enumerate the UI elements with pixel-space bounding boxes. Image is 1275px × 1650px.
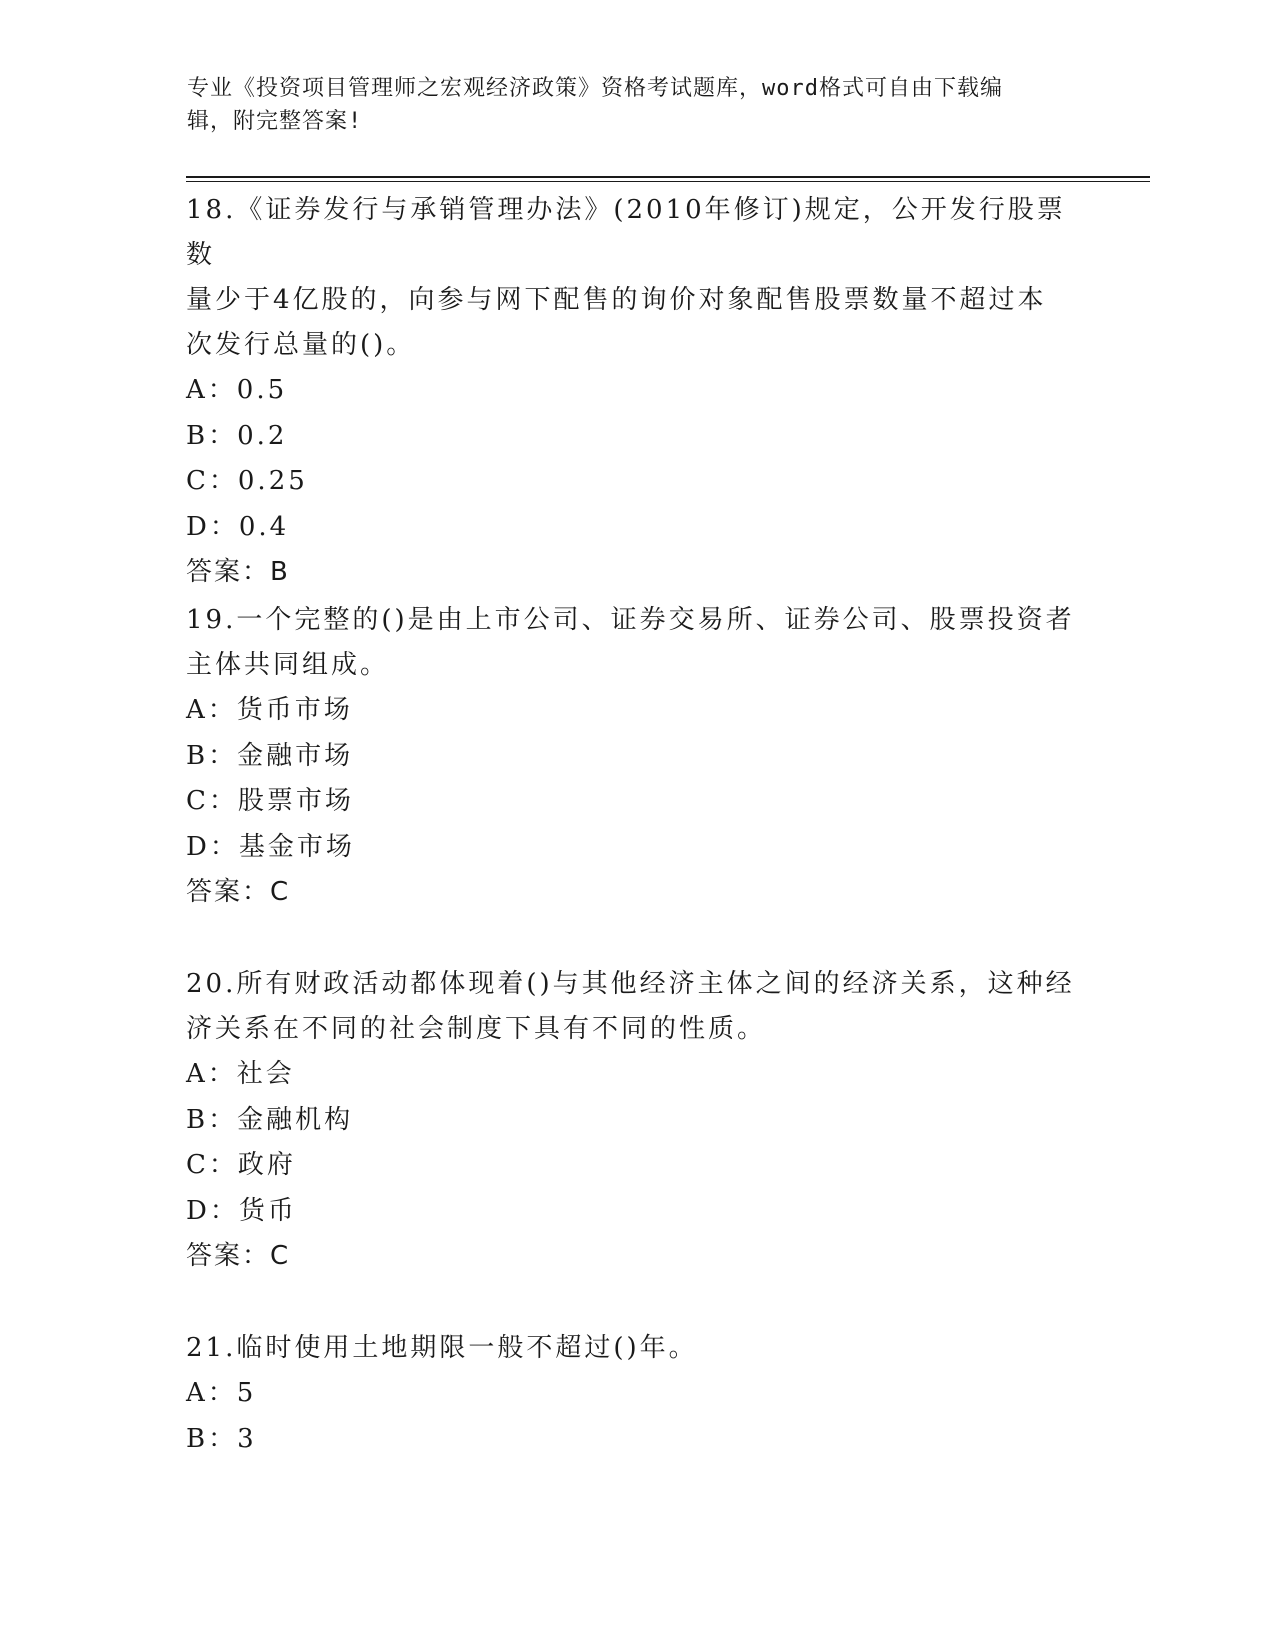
question-stem-line: 20.所有财政活动都体现着()与其他经济主体之间的经济关系，这种经 <box>186 969 1075 999</box>
option-a: A：0.5 <box>186 375 288 405</box>
question-20 <box>186 962 1086 1279</box>
question-stem-line: 主体共同组成。 <box>186 650 390 680</box>
answer-line: 答案：C <box>186 877 291 907</box>
option-a: A：5 <box>186 1378 257 1408</box>
option-c: C：政府 <box>186 1150 296 1180</box>
question-18 <box>186 188 1086 595</box>
option-d: D：货币 <box>186 1195 297 1226</box>
header-divider-thick <box>186 176 1150 178</box>
question-stem-line: 19.一个完整的()是由上市公司、证券交易所、证券公司、股票投资者 <box>186 605 1075 635</box>
option-b: B：金融机构 <box>186 1104 354 1135</box>
option-a: A：货币市场 <box>186 695 353 725</box>
question-21 <box>186 1326 1086 1462</box>
option-b: B：3 <box>186 1423 257 1454</box>
option-b: B：金融市场 <box>186 740 354 771</box>
question-stem-line: 21.临时使用土地期限一般不超过()年。 <box>186 1333 698 1363</box>
question-stem-line: 18.《证券发行与承销管理办法》(2010年修订)规定，公开发行股票数 <box>186 195 1066 270</box>
header-divider-thin <box>186 181 1150 182</box>
question-stem-line: 次发行总量的()。 <box>186 330 416 360</box>
question-stem-line: 济关系在不同的社会制度下具有不同的性质。 <box>186 1014 767 1044</box>
option-c: C：0.25 <box>186 466 308 496</box>
option-c: C：股票市场 <box>186 786 354 816</box>
answer-line: 答案：C <box>186 1241 291 1271</box>
answer-line: 答案：B <box>186 557 290 587</box>
question-19 <box>186 598 1086 915</box>
question-stem-line: 量少于4亿股的，向参与网下配售的询价对象配售股票数量不超过本 <box>186 285 1047 315</box>
option-b: B：0.2 <box>186 420 288 451</box>
option-d: D：基金市场 <box>186 831 355 862</box>
document-header <box>187 72 1087 138</box>
option-d: D：0.4 <box>186 511 290 542</box>
option-a: A：社会 <box>186 1059 295 1089</box>
header-line-2: 辑，附完整答案! <box>187 109 363 134</box>
header-line-1: 专业《投资项目管理师之宏观经济政策》资格考试题库，word格式可自由下载编 <box>187 76 1003 101</box>
